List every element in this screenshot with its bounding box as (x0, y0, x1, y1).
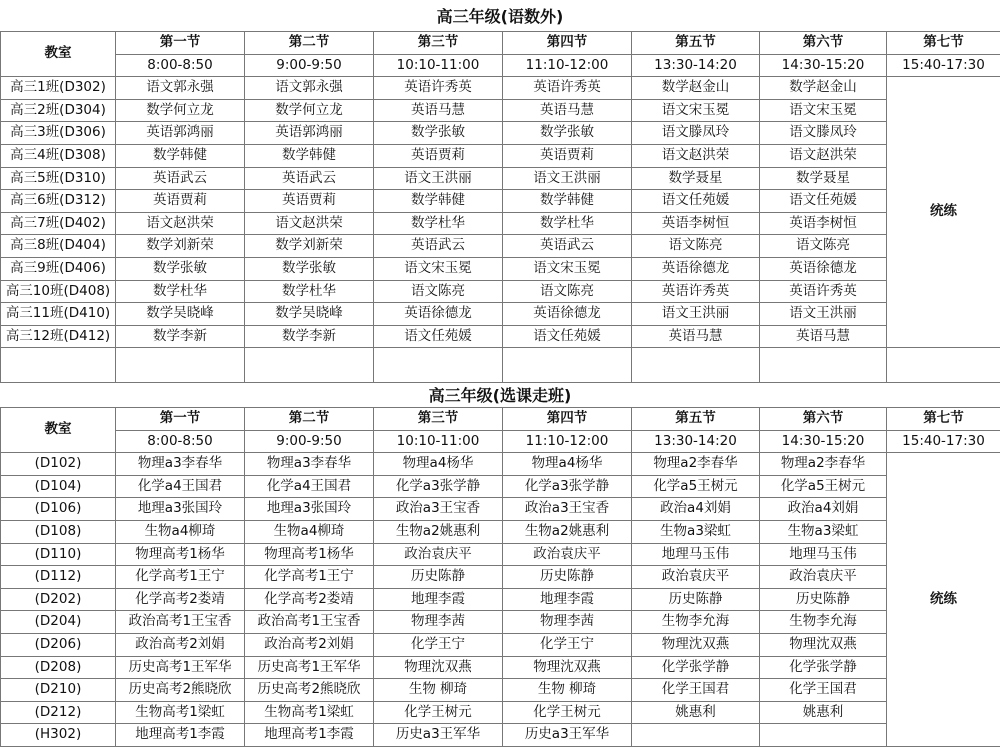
lesson-cell: 数学赵金山 (760, 77, 887, 100)
lesson-cell: 数学赵金山 (632, 77, 760, 100)
room-cell: 高三1班(D302) (1, 77, 116, 100)
room-cell: (D110) (1, 543, 116, 566)
lesson-cell: 语文王洪丽 (632, 303, 760, 326)
lesson-cell: 生物李允海 (760, 611, 887, 634)
lesson-cell: 历史a3王军华 (503, 724, 632, 747)
lesson-cell: 化学a5王树元 (760, 475, 887, 498)
lesson-cell: 语文陈亮 (760, 235, 887, 258)
table-row (1, 498, 1000, 521)
lesson-cell: 地理a3张国玲 (116, 498, 245, 521)
lesson-cell: 英语许秀英 (760, 280, 887, 303)
lesson-cell: 历史a3王军华 (374, 724, 503, 747)
period-header: 第二节 (245, 408, 374, 431)
lesson-cell: 语文宋玉冕 (632, 99, 760, 122)
lesson-cell: 化学高考1王宁 (116, 566, 245, 589)
blank-cell (116, 348, 245, 383)
period-time: 8:00-8:50 (116, 430, 245, 453)
lesson-cell: 物理a3李春华 (116, 453, 245, 476)
table-row (1, 235, 1000, 258)
lesson-cell: 历史高考1王军华 (245, 656, 374, 679)
room-cell: (D208) (1, 656, 116, 679)
period-time: 15:40-17:30 (887, 430, 1000, 453)
lesson-cell: 化学王宁 (503, 633, 632, 656)
lesson-cell: 政治袁庆平 (374, 543, 503, 566)
lesson-cell: 化学王宁 (374, 633, 503, 656)
lesson-cell: 历史陈静 (374, 566, 503, 589)
lesson-cell: 政治袁庆平 (632, 566, 760, 589)
lesson-cell: 英语马慧 (632, 325, 760, 348)
lesson-cell: 英语贾莉 (503, 144, 632, 167)
schedule-table-1 (0, 31, 1000, 383)
room-cell: (D206) (1, 633, 116, 656)
lesson-cell: 政治a4刘娟 (632, 498, 760, 521)
room-cell: (D108) (1, 520, 116, 543)
lesson-cell: 历史高考1王军华 (116, 656, 245, 679)
table-row (1, 724, 1000, 747)
lesson-cell: 英语马慧 (374, 99, 503, 122)
lesson-cell: 物理a2李春华 (760, 453, 887, 476)
lesson-cell: 地理马玉伟 (632, 543, 760, 566)
lesson-cell: 语文郭永强 (245, 77, 374, 100)
lesson-cell: 政治高考2刘娟 (245, 633, 374, 656)
lesson-cell: 物理a4杨华 (503, 453, 632, 476)
lesson-cell: 政治袁庆平 (760, 566, 887, 589)
table-row (1, 257, 1000, 280)
room-cell: (D210) (1, 679, 116, 702)
period-time: 9:00-9:50 (245, 54, 374, 77)
time-row (1, 54, 1000, 77)
lesson-cell: 英语马慧 (503, 99, 632, 122)
room-cell: 高三8班(D404) (1, 235, 116, 258)
table-row (1, 212, 1000, 235)
blank-cell (374, 348, 503, 383)
lesson-cell: 数学张敏 (374, 122, 503, 145)
lesson-cell: 数学刘新荣 (245, 235, 374, 258)
period-time: 11:10-12:00 (503, 54, 632, 77)
period-header: 第五节 (632, 32, 760, 55)
period-header: 第七节 (887, 408, 1000, 431)
lesson-cell: 生物a3梁虹 (760, 520, 887, 543)
blank-cell (503, 348, 632, 383)
lesson-cell: 地理李霞 (503, 588, 632, 611)
lesson-cell: 语文赵洪荣 (245, 212, 374, 235)
room-cell: (D204) (1, 611, 116, 634)
period-header: 第七节 (887, 32, 1000, 55)
lesson-cell: 数学何立龙 (245, 99, 374, 122)
lesson-cell: 英语贾莉 (116, 190, 245, 213)
lesson-cell: 语文王洪丽 (503, 167, 632, 190)
lesson-cell: 数学李新 (116, 325, 245, 348)
lesson-cell: 物理a2李春华 (632, 453, 760, 476)
room-header: 教室 (1, 408, 116, 453)
lesson-cell: 化学王国君 (760, 679, 887, 702)
lesson-cell: 语文王洪丽 (760, 303, 887, 326)
lesson-cell (632, 724, 760, 747)
lesson-cell: 生物a3梁虹 (632, 520, 760, 543)
lesson-cell: 化学王树元 (503, 701, 632, 724)
lesson-cell: 英语许秀英 (632, 280, 760, 303)
lesson-cell: 数学聂星 (632, 167, 760, 190)
lesson-cell: 语文滕凤玲 (632, 122, 760, 145)
lesson-cell: 化学a3张学静 (374, 475, 503, 498)
room-cell: (D202) (1, 588, 116, 611)
section-title-2: 高三年级(选课走班) (0, 384, 1000, 408)
room-cell: (D112) (1, 566, 116, 589)
seventh-period-merged: 统练 (887, 77, 1000, 348)
room-cell: (H302) (1, 724, 116, 747)
blank-cell (760, 348, 887, 383)
period-time: 10:10-11:00 (374, 54, 503, 77)
lesson-cell: 化学a3张学静 (503, 475, 632, 498)
table-row (1, 520, 1000, 543)
table-row (1, 656, 1000, 679)
lesson-cell: 数学杜华 (503, 212, 632, 235)
lesson-cell: 生物a4柳琦 (116, 520, 245, 543)
lesson-cell: 数学张敏 (245, 257, 374, 280)
period-header: 第一节 (116, 32, 245, 55)
table-row (1, 611, 1000, 634)
lesson-cell: 物理a4杨华 (374, 453, 503, 476)
period-header: 第四节 (503, 408, 632, 431)
header-row (1, 408, 1000, 431)
lesson-cell: 化学高考2娄靖 (245, 588, 374, 611)
lesson-cell: 物理a3李春华 (245, 453, 374, 476)
lesson-cell: 姚惠利 (760, 701, 887, 724)
lesson-cell: 语文赵洪荣 (632, 144, 760, 167)
lesson-cell: 历史陈静 (632, 588, 760, 611)
lesson-cell: 物理高考1杨华 (116, 543, 245, 566)
lesson-cell: 数学吴晓峰 (116, 303, 245, 326)
lesson-cell: 语文赵洪荣 (116, 212, 245, 235)
lesson-cell: 语文任苑媛 (760, 190, 887, 213)
schedule-table-2 (0, 407, 1000, 747)
lesson-cell: 物理沈双燕 (374, 656, 503, 679)
period-header: 第二节 (245, 32, 374, 55)
table-row (1, 190, 1000, 213)
table-row (1, 303, 1000, 326)
lesson-cell: 姚惠利 (632, 701, 760, 724)
lesson-cell: 化学高考2娄靖 (116, 588, 245, 611)
period-header: 第六节 (760, 408, 887, 431)
lesson-cell: 生物a4柳琦 (245, 520, 374, 543)
table-row (1, 325, 1000, 348)
period-time: 14:30-15:20 (760, 54, 887, 77)
lesson-cell: 政治a3王宝香 (503, 498, 632, 521)
header-row (1, 32, 1000, 55)
room-cell: 高三7班(D402) (1, 212, 116, 235)
period-time: 13:30-14:20 (632, 54, 760, 77)
lesson-cell: 政治a3王宝香 (374, 498, 503, 521)
table-row (1, 588, 1000, 611)
lesson-cell: 历史高考2熊晓欣 (116, 679, 245, 702)
lesson-cell: 政治高考1王宝香 (245, 611, 374, 634)
lesson-cell: 英语李树恒 (632, 212, 760, 235)
lesson-cell: 生物李允海 (632, 611, 760, 634)
lesson-cell: 化学张学静 (632, 656, 760, 679)
lesson-cell: 生物 柳琦 (374, 679, 503, 702)
room-cell: 高三4班(D308) (1, 144, 116, 167)
lesson-cell: 英语许秀英 (374, 77, 503, 100)
lesson-cell: 英语郭鸿丽 (116, 122, 245, 145)
period-time: 8:00-8:50 (116, 54, 245, 77)
lesson-cell: 地理李霞 (374, 588, 503, 611)
lesson-cell: 数学韩健 (503, 190, 632, 213)
room-cell: 高三10班(D408) (1, 280, 116, 303)
period-time: 10:10-11:00 (374, 430, 503, 453)
lesson-cell: 英语许秀英 (503, 77, 632, 100)
period-header: 第三节 (374, 32, 503, 55)
lesson-cell: 数学韩健 (374, 190, 503, 213)
lesson-cell: 政治高考1王宝香 (116, 611, 245, 634)
period-time: 15:40-17:30 (887, 54, 1000, 77)
table-row (1, 475, 1000, 498)
lesson-cell: 生物高考1梁虹 (116, 701, 245, 724)
lesson-cell: 语文宋玉冕 (760, 99, 887, 122)
lesson-cell: 语文陈亮 (503, 280, 632, 303)
lesson-cell: 数学何立龙 (116, 99, 245, 122)
table-row (1, 122, 1000, 145)
lesson-cell: 英语武云 (245, 167, 374, 190)
blank-cell (887, 348, 1000, 383)
lesson-cell: 物理高考1杨华 (245, 543, 374, 566)
lesson-cell: 物理沈双燕 (503, 656, 632, 679)
period-header: 第五节 (632, 408, 760, 431)
lesson-cell: 政治袁庆平 (503, 543, 632, 566)
lesson-cell: 化学a5王树元 (632, 475, 760, 498)
period-header: 第一节 (116, 408, 245, 431)
period-header: 第四节 (503, 32, 632, 55)
lesson-cell: 英语徐德龙 (374, 303, 503, 326)
lesson-cell: 化学a4王国君 (245, 475, 374, 498)
lesson-cell: 化学王树元 (374, 701, 503, 724)
blank-cell (1, 348, 116, 383)
lesson-cell: 英语马慧 (760, 325, 887, 348)
lesson-cell: 语文陈亮 (374, 280, 503, 303)
lesson-cell: 英语徐德龙 (760, 257, 887, 280)
room-header: 教室 (1, 32, 116, 77)
lesson-cell: 物理沈双燕 (632, 633, 760, 656)
lesson-cell: 语文任苑媛 (503, 325, 632, 348)
lesson-cell: 英语郭鸿丽 (245, 122, 374, 145)
lesson-cell: 英语李树恒 (760, 212, 887, 235)
room-cell: 高三9班(D406) (1, 257, 116, 280)
lesson-cell: 英语贾莉 (374, 144, 503, 167)
lesson-cell: 物理沈双燕 (760, 633, 887, 656)
table-row (1, 679, 1000, 702)
lesson-cell: 生物a2姚惠利 (374, 520, 503, 543)
lesson-cell: 数学张敏 (503, 122, 632, 145)
lesson-cell: 英语武云 (503, 235, 632, 258)
table-row (1, 633, 1000, 656)
lesson-cell: 语文王洪丽 (374, 167, 503, 190)
lesson-cell: 语文任苑媛 (632, 190, 760, 213)
lesson-cell: 语文郭永强 (116, 77, 245, 100)
lesson-cell: 数学韩健 (245, 144, 374, 167)
lesson-cell: 数学杜华 (116, 280, 245, 303)
lesson-cell: 物理李茜 (503, 611, 632, 634)
lesson-cell: 语文任苑媛 (374, 325, 503, 348)
lesson-cell: 化学张学静 (760, 656, 887, 679)
time-row (1, 430, 1000, 453)
lesson-cell: 物理李茜 (374, 611, 503, 634)
room-cell: (D212) (1, 701, 116, 724)
room-cell: 高三6班(D312) (1, 190, 116, 213)
lesson-cell: 数学张敏 (116, 257, 245, 280)
lesson-cell: 数学李新 (245, 325, 374, 348)
lesson-cell: 数学刘新荣 (116, 235, 245, 258)
blank-cell (245, 348, 374, 383)
lesson-cell: 地理马玉伟 (760, 543, 887, 566)
room-cell: 高三11班(D410) (1, 303, 116, 326)
lesson-cell: 语文宋玉冕 (374, 257, 503, 280)
table-row (1, 167, 1000, 190)
table-row (1, 543, 1000, 566)
lesson-cell: 历史高考2熊晓欣 (245, 679, 374, 702)
lesson-cell: 语文陈亮 (632, 235, 760, 258)
lesson-cell: 生物a2姚惠利 (503, 520, 632, 543)
lesson-cell: 英语贾莉 (245, 190, 374, 213)
table-row (1, 280, 1000, 303)
lesson-cell: 地理高考1李霞 (116, 724, 245, 747)
lesson-cell: 政治a4刘娟 (760, 498, 887, 521)
lesson-cell: 语文赵洪荣 (760, 144, 887, 167)
lesson-cell: 英语徐德龙 (632, 257, 760, 280)
table-row (1, 99, 1000, 122)
room-cell: 高三2班(D304) (1, 99, 116, 122)
period-time: 11:10-12:00 (503, 430, 632, 453)
lesson-cell: 数学聂星 (760, 167, 887, 190)
blank-cell (632, 348, 760, 383)
room-cell: (D102) (1, 453, 116, 476)
lesson-cell: 数学杜华 (374, 212, 503, 235)
room-cell: (D106) (1, 498, 116, 521)
table-row (1, 453, 1000, 476)
room-cell: 高三3班(D306) (1, 122, 116, 145)
lesson-cell: 生物高考1梁虹 (245, 701, 374, 724)
lesson-cell: 英语武云 (374, 235, 503, 258)
room-cell: 高三5班(D310) (1, 167, 116, 190)
lesson-cell: 语文宋玉冕 (503, 257, 632, 280)
period-time: 13:30-14:20 (632, 430, 760, 453)
period-header: 第三节 (374, 408, 503, 431)
period-time: 9:00-9:50 (245, 430, 374, 453)
table-row (1, 144, 1000, 167)
lesson-cell: 化学王国君 (632, 679, 760, 702)
room-cell: 高三12班(D412) (1, 325, 116, 348)
lesson-cell: 地理高考1李霞 (245, 724, 374, 747)
table-row (1, 701, 1000, 724)
lesson-cell: 英语徐德龙 (503, 303, 632, 326)
lesson-cell: 化学高考1王宁 (245, 566, 374, 589)
lesson-cell: 化学a4王国君 (116, 475, 245, 498)
lesson-cell: 数学杜华 (245, 280, 374, 303)
lesson-cell: 地理a3张国玲 (245, 498, 374, 521)
lesson-cell: 历史陈静 (503, 566, 632, 589)
lesson-cell: 历史陈静 (760, 588, 887, 611)
section-title-1: 高三年级(语数外) (0, 5, 1000, 29)
lesson-cell: 政治高考2刘娟 (116, 633, 245, 656)
lesson-cell: 数学吴晓峰 (245, 303, 374, 326)
table-row (1, 566, 1000, 589)
lesson-cell (760, 724, 887, 747)
lesson-cell: 数学韩健 (116, 144, 245, 167)
lesson-cell: 英语武云 (116, 167, 245, 190)
lesson-cell: 生物 柳琦 (503, 679, 632, 702)
lesson-cell: 语文滕凤玲 (760, 122, 887, 145)
period-time: 14:30-15:20 (760, 430, 887, 453)
period-header: 第六节 (760, 32, 887, 55)
table-row (1, 77, 1000, 100)
room-cell: (D104) (1, 475, 116, 498)
seventh-period-merged: 统练 (887, 453, 1000, 747)
blank-row (1, 348, 1000, 383)
